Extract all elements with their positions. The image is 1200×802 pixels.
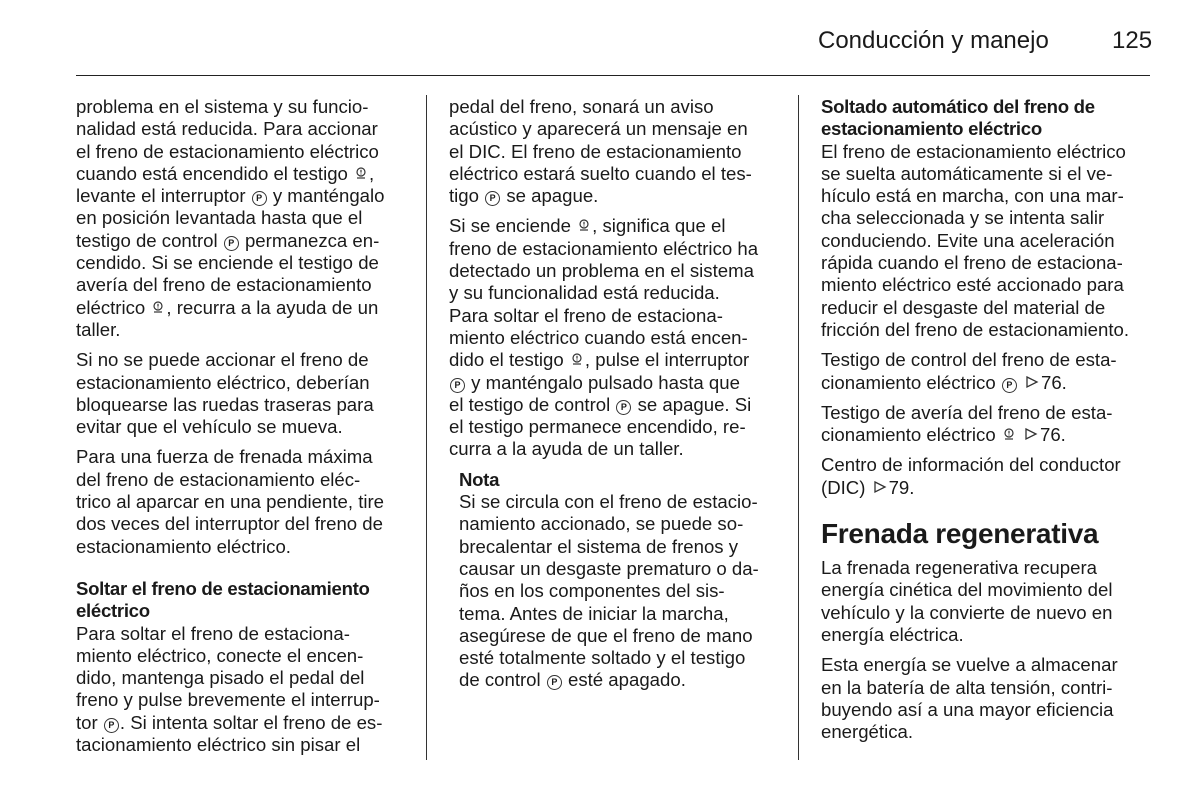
- reference-arrow-icon: [1024, 427, 1038, 441]
- section-title: Conducción y manejo: [818, 27, 1049, 54]
- parking-brake-icon: P: [616, 400, 631, 415]
- column-divider-left: [426, 95, 427, 760]
- header-divider: [76, 75, 1150, 76]
- page-reference-link[interactable]: 76.: [1041, 371, 1067, 393]
- column-divider-right: [798, 95, 799, 760]
- subheading: Soltar el freno de estacionamiento eléctrico: [76, 577, 370, 622]
- note-title: Nota: [459, 468, 500, 490]
- paragraph: problema en el sistema y su funcio- nalidad está reducida. Para accionar el freno de estacionamiento eléctrico cuando está encendido el testigo , levante el interruptor P y manténgalo en posición levantada hasta que el testigo de control P permanezca en- cendido. Si se enciende el testigo de avería del freno de estacionamiento eléctrico , recurra a la ayuda de un taller.: [76, 96, 385, 340]
- brake-warning-icon: [1002, 427, 1016, 441]
- brake-warning-icon: [570, 352, 584, 366]
- brake-warning-icon: [354, 166, 368, 180]
- note-box: [459, 469, 784, 692]
- parking-brake-icon: P: [104, 718, 119, 733]
- column-1: [76, 96, 406, 764]
- parking-brake-icon: P: [1002, 378, 1017, 393]
- column-2: [449, 96, 784, 700]
- cross-reference: Testigo de control del freno de esta- cionamiento eléctrico P 76.: [821, 349, 1117, 393]
- parking-brake-icon: P: [224, 236, 239, 251]
- cross-reference: Centro de información del conductor (DIC) 79.: [821, 454, 1121, 498]
- paragraph: pedal del freno, sonará un aviso acústico y aparecerá un mensaje en el DIC. El freno de estacionamiento eléctrico estará suelto cuando el tes- tigo P se apague.: [449, 96, 752, 207]
- paragraph: Esta energía se vuelve a almacenar en la batería de alta tensión, contri- buyendo así a una mayor eficiencia energética.: [821, 654, 1118, 743]
- parking-brake-icon: P: [485, 191, 500, 206]
- cross-reference: Testigo de avería del freno de esta- cionamiento eléctrico 76.: [821, 401, 1113, 446]
- section-heading: Frenada regenerativa: [821, 518, 1099, 550]
- subheading: Soltado automático del freno de estacionamiento eléctrico: [821, 96, 1095, 140]
- paragraph: Para soltar el freno de estaciona- miento eléctrico, conecte el encen- dido, mantenga pisado el pedal del freno y pulse brevemente el interrup- tor P . Si intenta soltar el freno de es- tacionamiento eléctrico sin pisar el: [76, 622, 383, 756]
- parking-brake-icon: P: [547, 675, 562, 690]
- reference-arrow-icon: [1025, 375, 1039, 389]
- parking-brake-icon: P: [252, 191, 267, 206]
- brake-warning-icon: [151, 300, 165, 314]
- parking-brake-icon: P: [450, 378, 465, 393]
- paragraph: Para una fuerza de frenada máxima del freno de estacionamiento eléc- trico al aparcar en una pendiente, tire dos veces del interruptor del freno de estacionamiento eléctrico.: [76, 446, 385, 557]
- column-3: [821, 96, 1151, 751]
- note-text: Si se circula con el freno de estacio- namiento accionado, se puede so- brecalentar el sistema de frenos y causar un desgaste prematuro o da- ños en los componentes del sis- tema. Antes de iniciar la marcha, asegúrese de que el freno de mano esté totalmente soltado y el testigo de control P esté apagado.: [459, 491, 759, 691]
- paragraph: Si se enciende , significa que el freno de estacionamiento eléctrico ha detectado un problema en el sistema y su funcionalidad está reducida. Para soltar el freno de estaciona- miento eléctrico cuando está encen- dido el testigo , pulse el interruptor P y manténgalo pulsado hasta que el testigo de control P se apague. Si el testigo permanece encendido, re- curra a la ayuda de un taller.: [449, 215, 759, 460]
- reference-arrow-icon: [873, 480, 887, 494]
- page-reference-link[interactable]: 79.: [888, 476, 915, 498]
- paragraph: Si no se puede accionar el freno de estacionamiento eléctrico, deberían bloquearse las ruedas traseras para evitar que el vehículo se mueva.: [76, 349, 374, 438]
- page-reference-link[interactable]: 76.: [1040, 424, 1066, 446]
- brake-warning-icon: [577, 218, 591, 232]
- paragraph: El freno de estacionamiento eléctrico se suelta automáticamente si el ve- hículo está en marcha, con una mar- cha seleccionada y se intenta salir conduciendo. Evite una aceleración rápida cuando el freno de estaciona- miento eléctrico esté accionado para reducir el desgaste del material de fricción del freno de estacionamiento.: [821, 140, 1130, 340]
- page-number: 125: [1112, 27, 1153, 54]
- paragraph: La frenada regenerativa recupera energía cinética del movimiento del vehículo y la convierte de nuevo en energía eléctrica.: [821, 557, 1113, 645]
